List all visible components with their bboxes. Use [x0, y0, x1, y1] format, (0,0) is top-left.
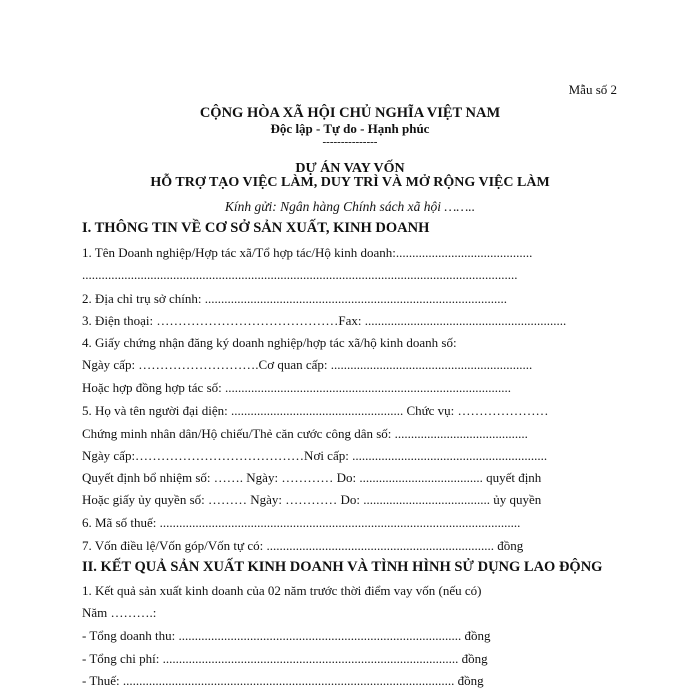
form-line: ...................................................................................................................................... — [82, 267, 518, 282]
addressee: Kính gửi: Ngân hàng Chính sách xã hội …….. — [224, 199, 476, 214]
form-line: Chứng minh nhân dân/Hộ chiếu/Thẻ căn cước công dân số: ......................................... — [82, 426, 528, 441]
form-line: Ngày cấp: ……………………….Cơ quan cấp: .............................................................. — [82, 357, 533, 372]
form-line: Hoặc hợp đồng hợp tác số: ........................................................................................ — [82, 380, 511, 395]
form-line: - Tổng doanh thu: ....................................................................................... đồng — [82, 628, 491, 643]
national-motto: Độc lập - Tự do - Hạnh phúc — [270, 121, 430, 136]
form-line: 5. Họ và tên người đại diện: ..................................................... Chức vụ: ………………… — [82, 403, 549, 418]
section-2-heading: II. KẾT QUẢ SẢN XUẤT KINH DOANH VÀ TÌNH HÌNH SỬ DỤNG LAO ĐỘNG — [82, 559, 603, 575]
form-line: 7. Vốn điều lệ/Vốn góp/Vốn tự có: ...................................................................... đồng — [82, 538, 524, 553]
form-line: 4. Giấy chứng nhận đăng ký doanh nghiệp/hợp tác xã/hộ kinh doanh số: — [82, 335, 457, 350]
form-line: - Tổng chi phí: ........................................................................................... đồng — [82, 651, 488, 666]
form-line: 2. Địa chỉ trụ sở chính: ............................................................................................. — [82, 291, 508, 306]
form-line: 1. Tên Doanh nghiệp/Hợp tác xã/Tổ hợp tác/Hộ kinh doanh:.......................................... — [82, 245, 533, 260]
document-subtitle: HỖ TRỢ TẠO VIỆC LÀM, DUY TRÌ VÀ MỞ RỘNG VIỆC LÀM — [150, 175, 550, 190]
form-line: Năm ……….: — [82, 605, 157, 620]
section-1-heading: I. THÔNG TIN VỀ CƠ SỞ SẢN XUẤT, KINH DOANH — [82, 220, 430, 236]
header-separator: --------------- — [322, 136, 378, 148]
form-line: - Thuế: ...................................................................................................... đồng — [82, 673, 484, 688]
form-line: Ngày cấp:…………………………………Nơi cấp: ............................................................ — [82, 448, 548, 463]
form-line: 1. Kết quả sản xuất kinh doanh của 02 năm trước thời điểm vay vốn (nếu có) — [82, 583, 482, 598]
form-line: Quyết định bổ nhiệm số: ……. Ngày: ………… Do: ...................................... quyết định — [82, 470, 542, 485]
form-line: 6. Mã số thuế: ............................................................................................................... — [82, 515, 521, 530]
form-number: Mẫu số 2 — [568, 82, 617, 97]
national-title: CỘNG HÒA XÃ HỘI CHỦ NGHĨA VIỆT NAM — [199, 105, 501, 121]
form-line: 3. Điện thoại: ……………………………………Fax: .............................................................. — [82, 313, 567, 328]
document-title: DỰ ÁN VAY VỐN — [295, 161, 405, 176]
form-line: Hoặc giấy ủy quyền số: ……… Ngày: ………… Do: ....................................... ủy quyền — [82, 492, 542, 507]
